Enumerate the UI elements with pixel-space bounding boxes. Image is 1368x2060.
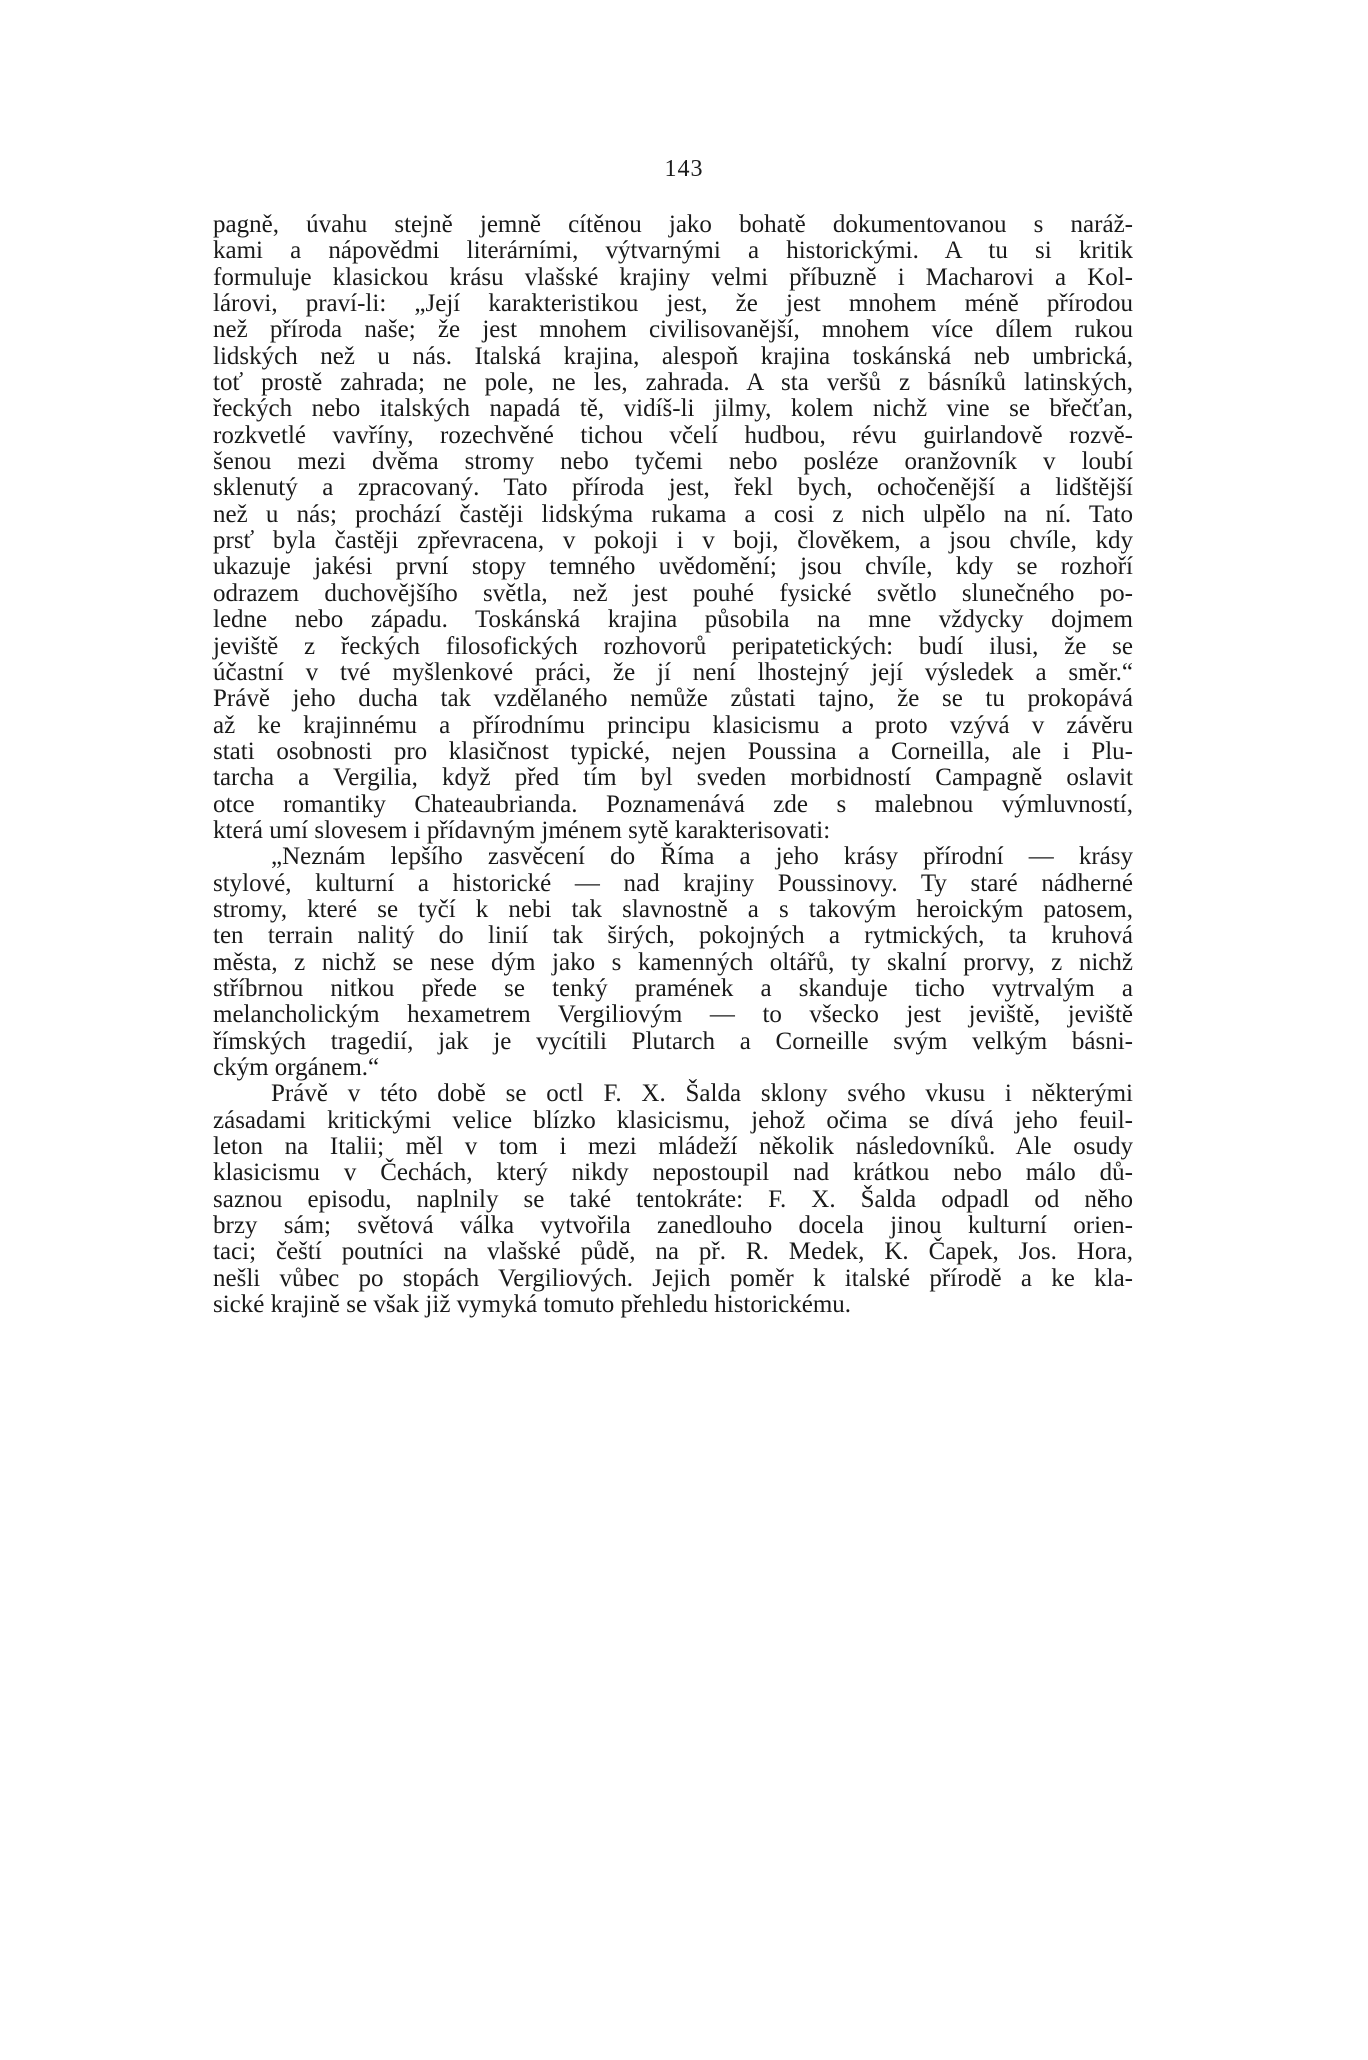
text-line: stati osobnosti pro klasičnost typické, nejen Poussina a Corneilla, ale i Plu- [213,737,1133,765]
text-line: sklenutý a zpracovaný. Tato příroda jest, řekl bych, ochočenější a lidštější [213,474,1133,502]
text-line: římských tragedií, jak je vycítili Plutarch a Corneille svým velkým básni- [213,1027,1133,1055]
text-line: leton na Italii; měl v tom i mezi mládeží několik následovníků. Ale osudy [213,1133,1133,1161]
text-line: ukazuje jakési první stopy temného uvědomění; jsou chvíle, kdy se rozhoří [213,553,1133,581]
text-line: ledne nebo západu. Toskánská krajina působila na mne vždycky dojmem [213,606,1133,634]
paragraph-3 [213,1081,1133,1318]
text-line: brzy sám; světová válka vytvořila zanedlouho docela jinou kulturní orien- [213,1212,1133,1240]
text-line: prsť byla častěji zpřevracena, v pokoji i v boji, člověkem, a jsou chvíle, kdy [213,527,1133,555]
page-number: 143 [664,156,704,182]
text-line: otce romantiky Chateaubrianda. Poznamenává zde s malebnou výmluvností, [213,790,1133,818]
text-line: která umí slovesem i přídavným jménem sytě karakterisovati: [213,816,831,844]
text-line: lárovi, praví-li: „Její karakteristikou jest, že jest mnohem méně přírodou [213,290,1133,318]
text-line: nešli vůbec po stopách Vergiliových. Jejich poměr k italské přírodě a ke kla- [213,1264,1133,1292]
text-line: stříbrnou nitkou přede se tenký pramének a skanduje ticho vytrvalým a [213,974,1133,1002]
text-line: saznou episodu, naplnily se také tentokráte: F. X. Šalda odpadl od něho [213,1185,1133,1213]
text-line: šenou mezi dvěma stromy nebo tyčemi nebo posléze oranžovník v loubí [213,448,1133,476]
text-line: stylové, kulturní a historické — nad krajiny Poussinovy. Ty staré nádherné [213,869,1133,897]
text-line: tarcha a Vergilia, když před tím byl sveden morbidností Campagně oslavit [213,764,1133,792]
text-line: toť prostě zahrada; ne pole, ne les, zahrada. A sta veršů z básníků latinských, [213,369,1133,397]
text-line: účastní v tvé myšlenkové práci, že jí není lhostejný její výsledek a směr.“ [213,658,1133,686]
text-line: než u nás; prochází častěji lidskýma rukama a cosi z nich ulpělo na ní. Tato [213,500,1133,528]
text-line: kami a nápovědmi literárními, výtvarnými a historickými. A tu si kritik [213,237,1133,265]
text-line: Právě v této době se octl F. X. Šalda sklony svého vkusu i některými [271,1080,1133,1108]
text-line: formuluje klasickou krásu vlašské krajiny velmi příbuzně i Macharovi a Kol- [213,263,1133,291]
text-line: lidských než u nás. Italská krajina, alespoň krajina toskánská neb umbrická, [213,342,1133,370]
text-line: až ke krajinnému a přírodnímu principu klasicismu a proto vzývá v závěru [213,711,1133,739]
text-line: jeviště z řeckých filosofických rozhovorů peripatetických: budí ilusi, že se [213,632,1133,660]
text-line: rozkvetlé vavříny, rozechvěné tichou včelí hudbou, révu guirlandově rozvě- [213,421,1133,449]
text-line: pagně, úvahu stejně jemně cítěnou jako bohatě dokumentovanou s naráž- [213,211,1133,238]
paragraph-1 [213,212,1133,844]
text-line: ten terrain nalitý do linií tak širých, pokojných a rytmických, ta kruhová [213,922,1133,950]
text-line: „Neznám lepšího zasvěcení do Říma a jeho krásy přírodní — krásy [271,843,1133,871]
text-line: odrazem duchovějšího světla, než jest pouhé fysické světlo slunečného po- [213,579,1133,607]
text-line: taci; čeští poutníci na vlašské půdě, na př. R. Medek, K. Čapek, Jos. Hora, [213,1238,1133,1266]
text-line: řeckých nebo italských napadá tě, vidíš-li jilmy, kolem nichž vine se břečťan, [213,395,1133,423]
text-line: stromy, které se tyčí k nebi tak slavnostně a s takovým heroickým patosem, [213,895,1133,923]
text-line: sické krajině se však již vymyká tomuto přehledu historickému. [213,1291,852,1319]
text-line: klasicismu v Čechách, který nikdy nepostoupil nad krátkou nebo málo dů- [213,1159,1133,1187]
text-line: než příroda naše; že jest mnohem civilisovanější, mnohem více dílem rukou [213,316,1133,344]
text-line: melancholickým hexametrem Vergiliovým — to všecko jest jeviště, jeviště [213,1001,1133,1029]
text-line: Právě jeho ducha tak vzdělaného nemůže zůstati tajno, že se tu prokopává [213,685,1133,713]
quotation-paragraph [213,844,1133,1081]
body-text [213,212,1133,1318]
text-line: zásadami kritickými velice blízko klasicismu, jehož očima se dívá jeho feuil- [213,1106,1133,1134]
text-line: ckým orgánem.“ [213,1054,380,1081]
text-line: města, z nichž se nese dým jako s kamenných oltářů, ty skalní prorvy, z nichž [213,948,1133,976]
